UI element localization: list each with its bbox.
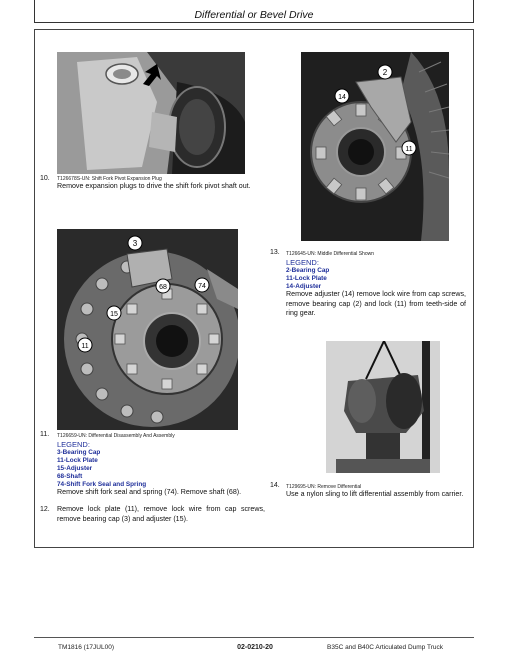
step-10-caption: T126678S-UN: Shift Fork Pivot Expansion Plug [57, 176, 162, 182]
footer-rule [34, 637, 474, 638]
step-14-number: 14. [270, 482, 280, 489]
step-11-caption: T126659-UN: Differential Disassembly And Assembly [57, 433, 175, 439]
callout-2: 2 [382, 68, 388, 77]
step-11-legend-item: 11-Lock Plate [57, 457, 98, 464]
step-13-legend-item: 14-Adjuster [286, 283, 322, 290]
step-14-caption: T129695-UN: Remove Differential [286, 484, 362, 490]
step-14-text: Use a nylon sling to lift differential assembly from carrier. [286, 490, 464, 498]
step-13-caption: T126645-UN: Middle Differential Shown [286, 251, 375, 257]
callout-11: 11 [405, 146, 413, 153]
footer-manual-id: TM1816 (17JUL00) [58, 644, 114, 651]
callout-68: 68 [159, 284, 167, 291]
photo-remove-differential [326, 341, 440, 473]
step-13-text: Remove adjuster (14) remove lock wire from cap screws, remove bearing cap (2) and lock (11) from teeth-side of ring gear. [286, 290, 466, 318]
step-11-legend-item: 68-Shaft [57, 473, 83, 480]
step-10-number: 10. [40, 175, 50, 182]
callout-11: 11 [81, 343, 89, 350]
step-11-number: 11. [40, 431, 50, 438]
footer-product: B35C and B40C Articulated Dump Truck [327, 644, 443, 651]
step-11-legend-item: 3-Bearing Cap [57, 449, 101, 456]
callout-15: 15 [110, 311, 118, 318]
step-12-number: 12. [40, 506, 50, 513]
step-12-text: Remove lock plate (11), remove lock wire from cap screws, remove bearing cap (3) and adjuster (15). [57, 505, 265, 523]
footer-page-number: 02-0210-20 [237, 644, 273, 651]
callout-14: 14 [338, 94, 346, 101]
photo-middle-differential [301, 52, 449, 241]
step-13-legend-item: 2-Bearing Cap [286, 267, 330, 274]
page-title: Differential or Bevel Drive [194, 9, 314, 21]
step-11-legend-item: 15-Adjuster [57, 465, 93, 472]
callout-3: 3 [132, 239, 138, 248]
step-13-legend-title: LEGEND: [286, 258, 319, 267]
photo-differential-disassembly [57, 229, 238, 430]
step-11-legend-title: LEGEND: [57, 440, 90, 449]
step-11-legend-item: 74-Shift Fork Seal and Spring [57, 481, 147, 488]
step-13-legend-item: 11-Lock Plate [286, 275, 327, 282]
photo-expansion-plug [57, 52, 245, 174]
step-11-text: Remove shift fork seal and spring (74). Remove shaft (68). [57, 488, 242, 496]
callout-74: 74 [198, 283, 206, 290]
header-rule [34, 22, 474, 23]
step-10-text: Remove expansion plugs to drive the shift fork pivot shaft out. [57, 182, 251, 190]
step-13-number: 13. [270, 249, 280, 256]
